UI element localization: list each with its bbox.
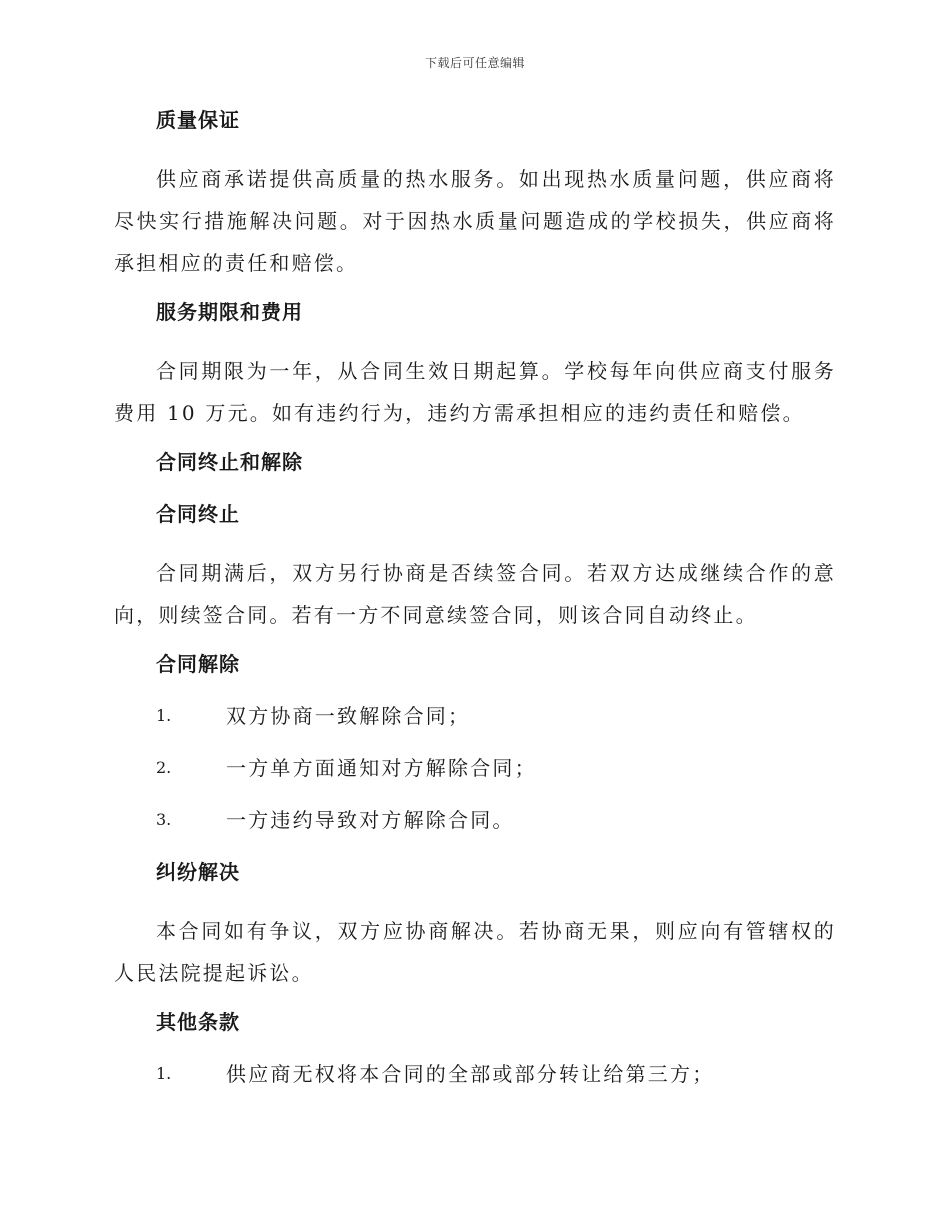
section-title-other: 其他条款 xyxy=(156,1010,240,1034)
subsection-title-rescission: 合同解除 xyxy=(156,652,240,676)
section-title-quality: 质量保证 xyxy=(156,108,240,132)
paragraph-dispute: 本合同如有争议，双方应协商解决。若协商无果，则应向有管辖权的人民法院提起诉讼。 xyxy=(114,919,836,985)
list-text: 一方违约导致对方解除合同。 xyxy=(226,808,515,832)
list-item xyxy=(156,1060,836,1088)
list-number: 1. xyxy=(156,706,172,725)
list-text: 一方单方面通知对方解除合同； xyxy=(226,756,537,780)
list-number: 1. xyxy=(156,1064,172,1083)
document-body xyxy=(114,106,836,1112)
list-item xyxy=(156,806,836,834)
list-item xyxy=(156,754,836,782)
subsection-title-termination: 合同终止 xyxy=(156,502,240,526)
list-item xyxy=(156,702,836,730)
list-number: 2. xyxy=(156,758,172,777)
paragraph-term: 合同期限为一年，从合同生效日期起算。学校每年向供应商支付服务费用 10 万元。如有违约行为，违约方需承担相应的违约责任和赔偿。 xyxy=(114,359,836,425)
paragraph-quality: 供应商承诺提供高质量的热水服务。如出现热水质量问题，供应商将尽快实行措施解决问题。对于因热水质量问题造成的学校损失，供应商将承担相应的责任和赔偿。 xyxy=(114,167,836,275)
page-header: 下载后可任意编辑 xyxy=(424,56,525,70)
section-title-dispute: 纠纷解决 xyxy=(156,860,240,884)
section-title-termination: 合同终止和解除 xyxy=(156,450,303,474)
list-text: 供应商无权将本合同的全部或部分转让给第三方； xyxy=(226,1062,715,1086)
paragraph-termination: 合同期满后，双方另行协商是否续签合同。若双方达成继续合作的意向，则续签合同。若有一方不同意续签合同，则该合同自动终止。 xyxy=(114,561,836,627)
section-title-term: 服务期限和费用 xyxy=(156,300,303,324)
list-text: 双方协商一致解除合同； xyxy=(226,704,471,728)
list-number: 3. xyxy=(156,810,172,829)
